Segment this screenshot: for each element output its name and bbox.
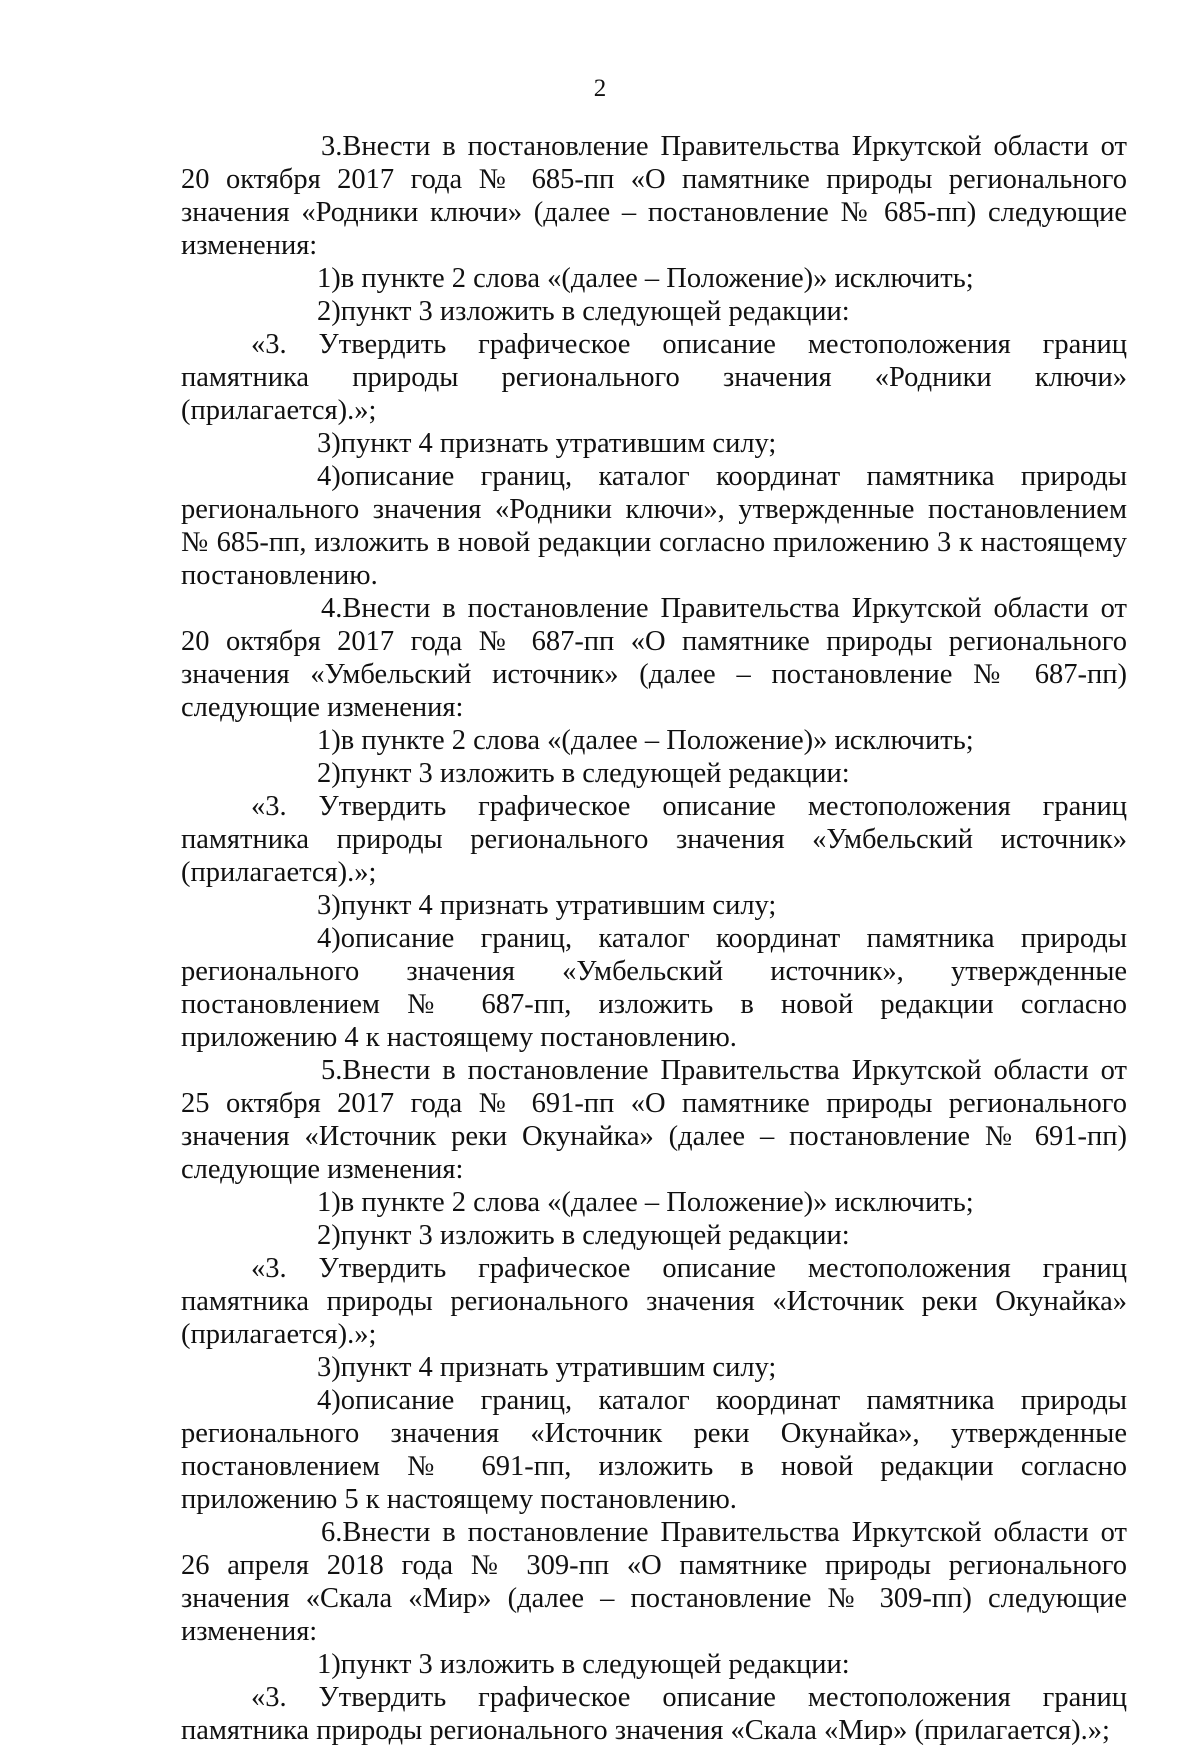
subitem-4-2 xyxy=(181,757,1127,790)
quoted-text-4 xyxy=(181,790,1127,889)
item-number: 3) xyxy=(317,1352,341,1383)
item-number: 1) xyxy=(317,1649,341,1680)
paragraph-text: «3. Утвердить графическое описание местоположения границ памятника природы регионального значения «Скала «Мир» (прилагается).»; xyxy=(181,1682,1127,1746)
subitem-3-4 xyxy=(181,460,1127,592)
subitem-4-4 xyxy=(181,922,1127,1054)
paragraph-text: в пункте 2 слова «(далее – Положение)» исключить; xyxy=(340,725,974,756)
subitem-6-1 xyxy=(181,1648,1127,1681)
paragraph-text: пункт 4 признать утратившим силу; xyxy=(340,428,777,459)
paragraph-text: пункт 3 изложить в следующей редакции: xyxy=(340,1649,850,1680)
paragraph-text: Внести в постановление Правительства Иркутской области от 26 апреля 2018 года № 309-пп «О памятнике природы регионального значения «Скала «Мир» (далее – постановление № 309-пп) следующие изменения: xyxy=(181,1517,1127,1647)
paragraph-text: описание границ, каталог координат памятника природы регионального значения «Умбельский источник», утвержденные постановлением № 687-пп, изложить в новой редакции согласно приложению 4 к настоящему постановлению. xyxy=(181,923,1127,1053)
subitem-5-2 xyxy=(181,1219,1127,1252)
item-number: 6. xyxy=(321,1517,343,1548)
subitem-5-1 xyxy=(181,1186,1127,1219)
paragraph-text: «3. Утвердить графическое описание местоположения границ памятника природы регионального значения «Родники ключи» (прилагается).»; xyxy=(181,329,1127,426)
item-number: 2) xyxy=(317,296,341,327)
quoted-text-3 xyxy=(181,328,1127,427)
paragraph-text: Внести в постановление Правительства Иркутской области от 25 октября 2017 года № 691-пп «О памятнике природы регионального значения «Источник реки Окунайка» (далее – постановление № 691-пп) следующие изменения: xyxy=(181,1055,1127,1185)
paragraph-text: пункт 3 изложить в следующей редакции: xyxy=(340,296,850,327)
subitem-3-3 xyxy=(181,427,1127,460)
item-number: 2) xyxy=(317,758,341,789)
subitem-4-3 xyxy=(181,889,1127,922)
paragraph-text: «3. Утвердить графическое описание местоположения границ памятника природы регионального значения «Умбельский источник» (прилагается).»; xyxy=(181,791,1127,888)
quoted-text-5 xyxy=(181,1252,1127,1351)
paragraph-text: пункт 3 изложить в следующей редакции: xyxy=(340,1220,850,1251)
paragraph-text: «3. Утвердить графическое описание местоположения границ памятника природы регионального значения «Источник реки Окунайка» (прилагается).»; xyxy=(181,1253,1127,1350)
subitem-4-1 xyxy=(181,724,1127,757)
paragraph-text: описание границ, каталог координат памятника природы регионального значения «Родники ключи», утвержденные постановлением № 685-пп, изложить в новой редакции согласно приложению 3 к настоящему постановлению. xyxy=(181,461,1127,591)
item-number: 5. xyxy=(321,1055,343,1086)
item-number: 2) xyxy=(317,1220,341,1251)
subitem-3-2 xyxy=(181,295,1127,328)
subitem-5-4 xyxy=(181,1384,1127,1516)
paragraph-text: пункт 3 изложить в следующей редакции: xyxy=(340,758,850,789)
paragraph-text: Внести в постановление Правительства Иркутской области от 20 октября 2017 года № 685-пп «О памятнике природы регионального значения «Родники ключи» (далее – постановление № 685-пп) следующие изменения: xyxy=(181,131,1127,261)
item-number: 3) xyxy=(317,890,341,921)
subitem-5-3 xyxy=(181,1351,1127,1384)
item-number: 4) xyxy=(317,1385,341,1416)
paragraph-text: пункт 4 признать утратившим силу; xyxy=(340,1352,777,1383)
paragraph-text: описание границ, каталог координат памятника природы регионального значения «Источник реки Окунайка», утвержденные постановлением № 691-пп, изложить в новой редакции согласно приложению 5 к настоящему постановлению. xyxy=(181,1385,1127,1515)
paragraph-3 xyxy=(181,130,1127,262)
paragraph-6 xyxy=(181,1516,1127,1648)
page-number: 2 xyxy=(593,75,607,102)
paragraph-5 xyxy=(181,1054,1127,1186)
paragraph-text: пункт 4 признать утратившим силу; xyxy=(340,890,777,921)
quoted-text-6 xyxy=(181,1681,1127,1747)
paragraph-4 xyxy=(181,592,1127,724)
paragraph-text: в пункте 2 слова «(далее – Положение)» исключить; xyxy=(340,1187,974,1218)
item-number: 1) xyxy=(317,1187,341,1218)
subitem-3-1 xyxy=(181,262,1127,295)
item-number: 4) xyxy=(317,923,341,954)
item-number: 3. xyxy=(321,131,343,162)
item-number: 1) xyxy=(317,725,341,756)
item-number: 4) xyxy=(317,461,341,492)
item-number: 1) xyxy=(317,263,341,294)
paragraph-text: Внести в постановление Правительства Иркутской области от 20 октября 2017 года № 687-пп «О памятнике природы регионального значения «Умбельский источник» (далее – постановление № 687-пп) следующие изменения: xyxy=(181,593,1127,723)
item-number: 4. xyxy=(321,593,343,624)
item-number: 3) xyxy=(317,428,341,459)
document-body xyxy=(181,130,1127,1747)
paragraph-text: в пункте 2 слова «(далее – Положение)» исключить; xyxy=(340,263,974,294)
